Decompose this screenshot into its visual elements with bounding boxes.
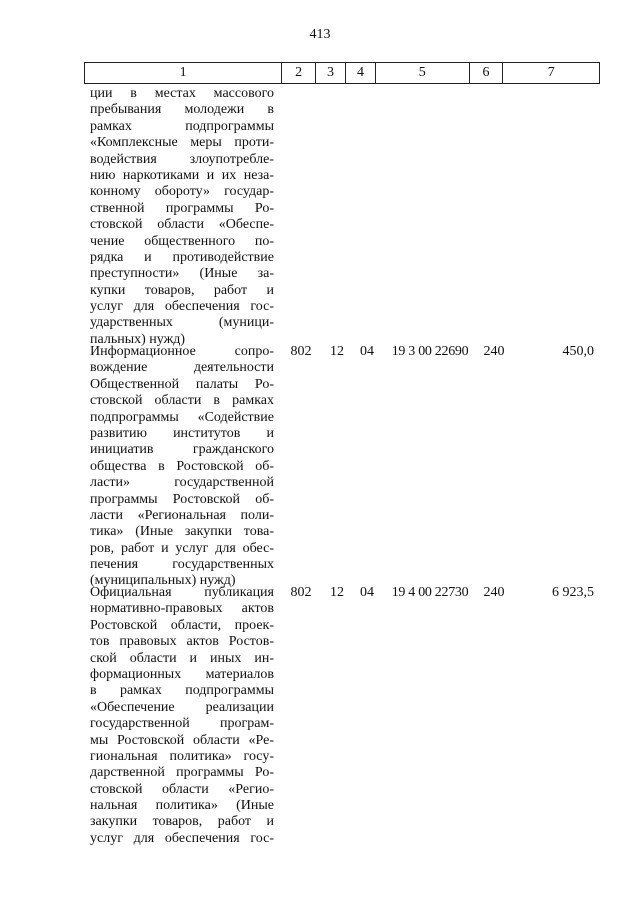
amount: 450,0 [562, 344, 594, 359]
desc-line: рамках подпрограммы [90, 118, 274, 134]
desc-line: формационных материалов [90, 666, 274, 682]
desc-line: пребывания молодежи в [90, 102, 274, 118]
row-description [90, 585, 274, 847]
desc-line: ров, работ и услуг для обес- [90, 540, 274, 556]
desc-line: (муниципальных) нужд) [90, 573, 236, 589]
desc-line: в рамках подпрограммы [90, 683, 274, 699]
desc-line: услуг для обеспечения гос- [90, 299, 274, 315]
target-article-code: 19 4 00 22730 [391, 585, 469, 600]
header-col-7: 7 [547, 65, 555, 80]
desc-line: инициатив гражданского [90, 442, 274, 458]
desc-line: ласти» государственной [90, 475, 274, 491]
desc-line: рядка и противодействие [90, 249, 274, 265]
row-description [90, 344, 274, 590]
desc-line: общества в Ростовской об- [90, 458, 274, 474]
desc-line: стовской области «Регио- [90, 781, 274, 797]
desc-line: нальная политика» (Иные [90, 798, 274, 814]
desc-line: пальных) нужд) [90, 331, 186, 347]
desc-line: «Комплексные меры проти- [90, 135, 274, 151]
desc-line: гиональная политика» госу- [90, 748, 274, 764]
header-col-3: 3 [316, 63, 346, 83]
desc-line: дарственной программы Ро- [90, 765, 274, 781]
desc-line: тов правовых актов Ростов- [90, 634, 274, 650]
desc-line: ственной программы Ро- [90, 200, 274, 216]
desc-line: купки товаров, работ и [90, 282, 274, 298]
section-code: 12 [330, 585, 344, 600]
table-header [84, 62, 600, 84]
ved-code: 802 [290, 344, 312, 359]
header-col-6: 6 [470, 63, 504, 83]
desc-line: печения государственных [90, 557, 274, 573]
desc-line: чение общественного по- [90, 233, 274, 249]
desc-line: подпрограммы «Содействие [90, 409, 274, 425]
header-col-4: 4 [346, 63, 376, 83]
desc-line: конному обороту» государ- [90, 184, 274, 200]
page-number: 413 [309, 27, 331, 42]
desc-line: ласти «Региональная поли- [90, 507, 274, 523]
desc-line: ции в местах массового [90, 86, 274, 101]
target-article-code: 19 3 00 22690 [391, 344, 469, 359]
ved-code: 802 [290, 585, 312, 600]
desc-line: развитию институтов и [90, 425, 274, 441]
row-description [90, 86, 274, 348]
header-col-1: 1 [85, 63, 282, 83]
desc-line: стовской области в рамках [90, 393, 274, 409]
header-col-5: 5 [376, 63, 470, 83]
desc-line: тика» (Иные закупки това- [90, 524, 274, 540]
desc-line: нормативно-правовых актов [90, 601, 274, 617]
desc-line: «Обеспечение реализации [90, 699, 274, 715]
header-col-2: 2 [282, 63, 316, 83]
desc-line: мы Ростовской области «Ре- [90, 732, 274, 748]
desc-line: Ростовской области, проек- [90, 617, 274, 633]
desc-line: программы Ростовской об- [90, 491, 274, 507]
expense-type-code: 240 [483, 585, 505, 600]
amount: 6 923,5 [552, 585, 594, 600]
section-code: 12 [330, 344, 344, 359]
desc-line: услуг для обеспечения гос- [90, 830, 274, 846]
desc-line: Информационное сопро- [90, 344, 274, 359]
desc-line: вождение деятельности [90, 360, 274, 376]
subsection-code: 04 [360, 344, 374, 359]
desc-line: преступности» (Иные за- [90, 266, 274, 282]
desc-line: государственной програм- [90, 716, 274, 732]
expense-type-code: 240 [483, 344, 505, 359]
desc-line: Официальная публикация [90, 585, 274, 600]
desc-line: закупки товаров, работ и [90, 814, 274, 830]
desc-line: ской области и иных ин- [90, 650, 274, 666]
desc-line: Общественной палаты Ро- [90, 376, 274, 392]
desc-line: водействия злоупотребле- [90, 151, 274, 167]
desc-line: ударственных (муници- [90, 315, 274, 331]
subsection-code: 04 [360, 585, 374, 600]
desc-line: стовской области «Обеспе- [90, 217, 274, 233]
desc-line: нию наркотиками и их неза- [90, 167, 274, 183]
